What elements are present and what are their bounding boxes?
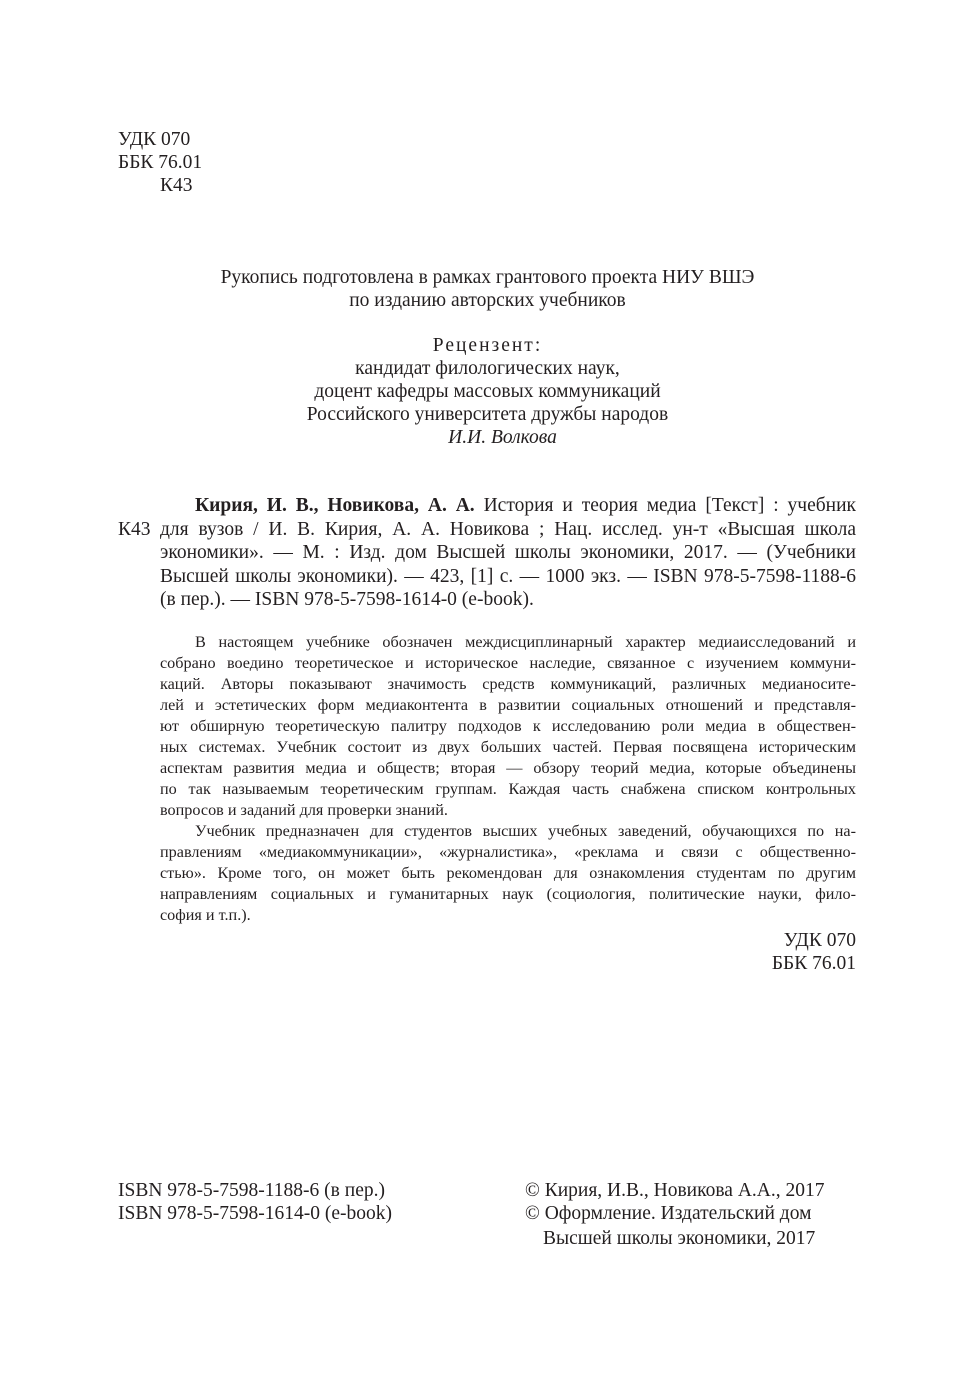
annotation-line: В настоящем учебнике обозначен междисциплинарный характер медиаисследований и: [195, 633, 856, 651]
author-sign: К43: [160, 175, 193, 196]
reviewer-line: кандидат филологических наук,: [355, 358, 620, 379]
isbn-print: ISBN 978-5-7598-1188-6 (в пер.): [118, 1180, 385, 1201]
annotation-line: аспектам развития медиа и обществ; вторая — обзору теорий медиа, которые объединены: [160, 759, 856, 777]
citation-line: [195, 494, 856, 517]
annotation-line: ных системах. Учебник состоит из двух больших частей. Первая посвящена историческим: [160, 738, 856, 756]
citation-line: для вузов / И. В. Кирия, А. А. Новикова ; Нац. исслед. ун-т «Высшая школа: [160, 519, 856, 540]
annotation-line: собрано воедино теоретическое и историческое наследие, связанное с изучением коммуни-: [160, 654, 856, 672]
grant-note-line: по изданию авторских учебников: [349, 290, 626, 311]
grant-note-line: Рукопись подготовлена в рамках грантового проекта НИУ ВШЭ: [220, 267, 755, 288]
copyright-publisher: Высшей школы экономики, 2017: [543, 1228, 816, 1249]
annotation-line: ют обширную теоретическую палитру подходов к исследованию роли медиа в обществен-: [160, 717, 856, 735]
udk-code: УДК 070: [118, 129, 191, 150]
annotation-line: лей и эстетических форм медиаконтента в развитии социальных отношений и представля-: [160, 696, 856, 714]
copyright-design: © Оформление. Издательский дом: [525, 1203, 812, 1224]
reviewer-name-text: И.И. Волкова: [448, 427, 557, 448]
annotation-line: Учебник предназначен для студентов высших учебных заведений, обучающихся по на-: [195, 822, 856, 840]
udk-code: УДК 070: [783, 930, 856, 951]
isbn-ebook: ISBN 978-5-7598-1614-0 (e-book): [118, 1203, 393, 1224]
annotation-line: стью». Кроме того, он может быть рекомендован для ознакомления студентам по другим: [160, 864, 856, 882]
citation-line: Высшей школы экономики). — 423, [1] с. — 1000 экз. — ISBN 978-5-7598-1188-6: [160, 566, 856, 587]
annotation-line: по так называемым теоретическим группам. Каждая часть снабжена списком контрольных: [160, 780, 856, 798]
citation-authors: Кирия, И. В., Новикова, А. А.: [195, 495, 475, 516]
citation-title: История и теория медиа [Текст] : учебник: [483, 495, 856, 516]
reviewer-line: доцент кафедры массовых коммуникаций: [314, 381, 661, 402]
bbk-code: ББК 76.01: [118, 152, 203, 173]
annotation-line: софия и т.п.).: [160, 906, 251, 924]
reviewer-heading: Рецензент:: [432, 335, 543, 356]
annotation-line: правлениям «медиакоммуникации», «журналистика», «реклама и связи с общественно-: [160, 843, 856, 861]
annotation-line: направлениям социальных и гуманитарных наук (социология, политические науки, фило-: [160, 885, 856, 903]
annotation-line: вопросов и заданий для проверки знаний.: [160, 801, 448, 819]
annotation-line: каций. Авторы показывают значимость средств коммуникаций, различных медианосите-: [160, 675, 856, 693]
reviewer-name: [0, 426, 975, 449]
reviewer-line: Российского университета дружбы народов: [306, 404, 669, 425]
citation-author-sign: К43: [118, 519, 151, 540]
citation-line: (в пер.). — ISBN 978-5-7598-1614-0 (e-book).: [160, 589, 534, 610]
citation-line: экономики». — М. : Изд. дом Высшей школы экономики, 2017. — (Учебники: [160, 542, 856, 563]
bbk-code: ББК 76.01: [771, 953, 856, 974]
copyright-authors: © Кирия, И.В., Новикова А.А., 2017: [525, 1180, 825, 1201]
